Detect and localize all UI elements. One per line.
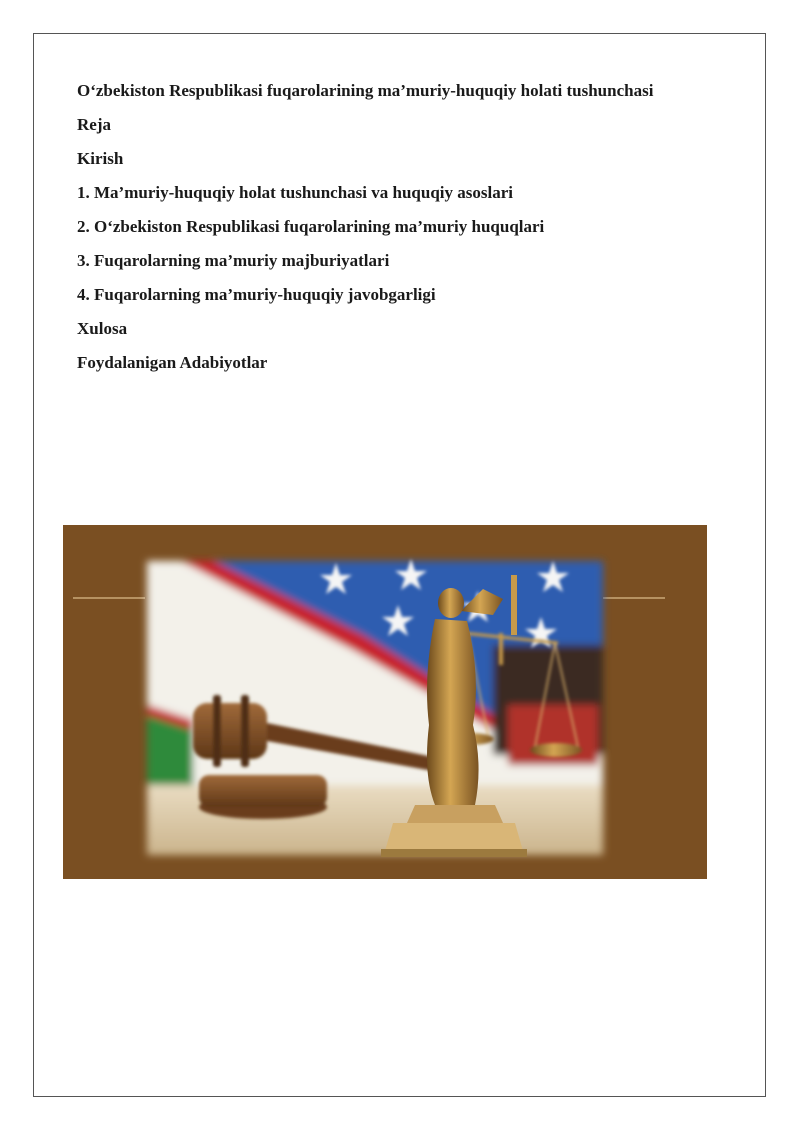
outline-item-4: 4. Fuqarolarning ma’muriy-huquqiy javobgarligi [77, 285, 436, 304]
document-title: O‘zbekiston Respublikasi fuqarolarining ma’muriy-huquqiy holati tushunchasi [77, 81, 654, 100]
outline-heading: Reja [77, 115, 111, 134]
justice-illustration [63, 525, 707, 879]
outline-item-conclusion: Xulosa [77, 319, 128, 338]
justice-illustration-svg [63, 525, 707, 879]
outline-item-intro: Kirish [77, 149, 124, 168]
document-body [77, 74, 757, 380]
outline-item-references: Foydalanigan Adabiyotlar [77, 353, 268, 372]
outline-item-2: 2. O‘zbekiston Respublikasi fuqarolarining ma’muriy huquqlari [77, 217, 545, 236]
outline-item-1: 1. Ma’muriy-huquqiy holat tushunchasi va huquqiy asoslari [77, 183, 513, 202]
outline-item-3: 3. Fuqarolarning ma’muriy majburiyatlari [77, 251, 390, 270]
